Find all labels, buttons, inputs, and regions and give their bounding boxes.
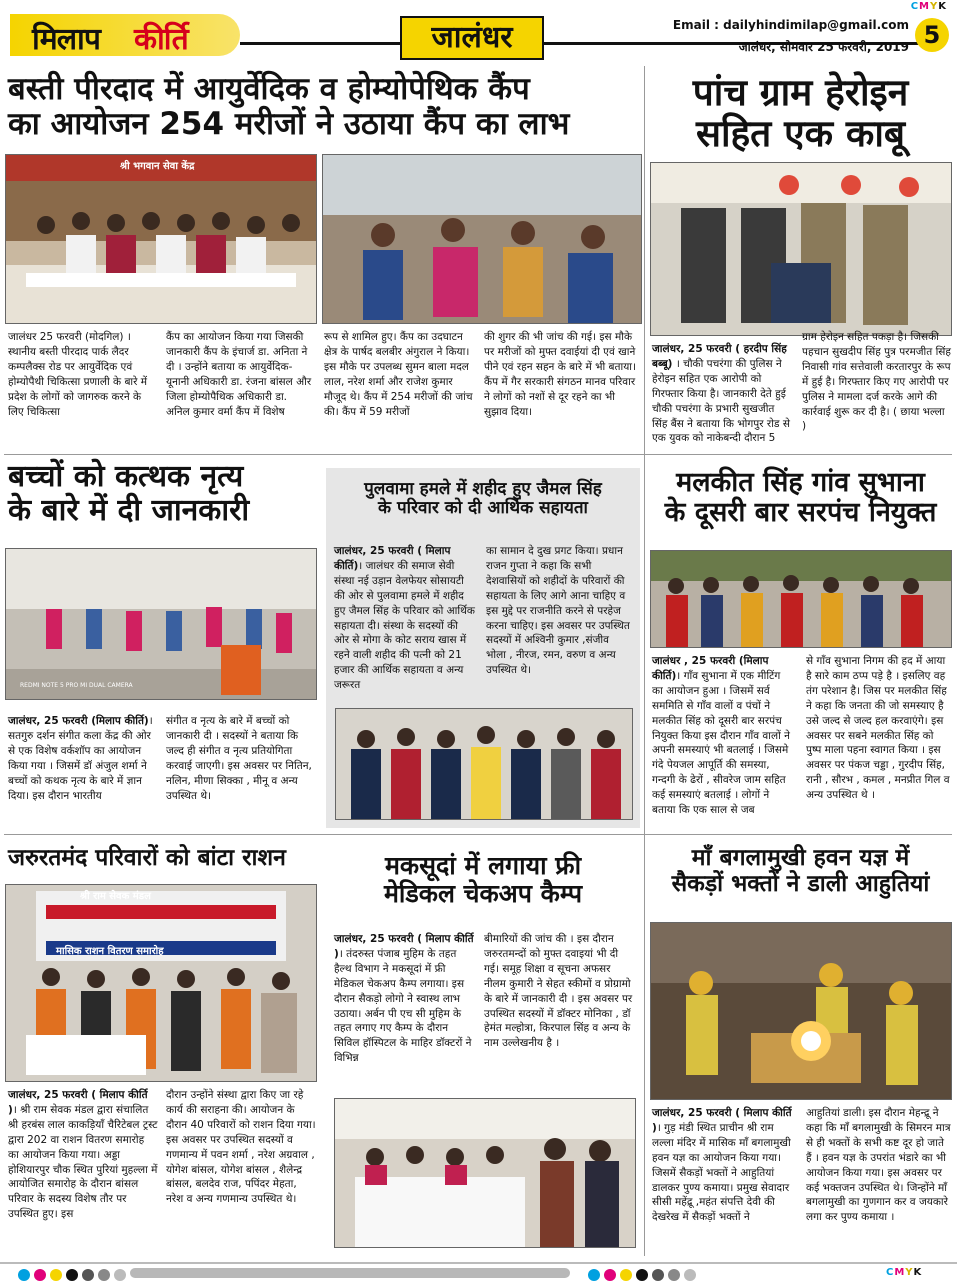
- page-number: 5: [915, 18, 949, 52]
- headline-medical: मकसूदां में लगाया फ्री मेडिकल चेकअप कैम्प: [383, 851, 583, 908]
- medical-col-1: जालंधर, 25 फरवरी ( मिलाप कीर्ति )। तंदरुस्त पंजाब मुहिम के तहत हैल्थ विभाग ने मकसूदां में फ्री मेडिकल चेकअप कैम्प लगाया। इस दौरान सैकड़ो लोगो ने स्वास्थ लाभ उठाया। अर्बन पी एच सी मुहिम के तहत लगाए गए कैम्प के दौरान सिविल हॉस्पिटल के माहिर डॉक्टरों ने विभिन्न: [334, 933, 474, 1065]
- havan-dateline: जालंधर, 25 फरवरी ( मिलाप कीर्ति ): [652, 1107, 792, 1134]
- row-separator-2: [4, 834, 952, 835]
- ration-col-1: जालंधर, 25 फरवरी ( मिलाप कीर्ति )। श्री राम सेवक मंडल द्वारा संचालित श्री हरबंस लाल काकड़ियाँ चैरिटेबल ट्रस्ट द्वारा 202 वा राशन वितरण समारोह का आयोजन किया गया। अड्डा होशियारपुर चौक स्थित पुरियां मुहल्ला में आयोजित समारोह के दौरान बांसल परिवार के सदस्य विशेष तौर पर उपस्थित हुए। इस: [8, 1089, 158, 1221]
- camp-banner: श्री भगवान सेवा केंद्र: [120, 161, 195, 172]
- color-registration-right: [588, 1266, 700, 1285]
- city-section-title: जालंधर: [400, 16, 544, 60]
- pulwama-col-1: जालंधर, 25 फरवरी ( मिलाप कीर्ति)। जालंधर की समाज सेवी संस्था नई उड़ान वेलफेयर सोसायटी की ओर से पुलवामा हमले में शहीद हुए जैमल सिंह के परिवार को आर्थिक सहायता दी। संस्था के सदस्यों की ओर से मोगा के कोट सराय खास में रहने वाली शहीद की पत्नी को 21 हजार की आर्थिक सहायता व अन्य जरूरत: [334, 545, 475, 692]
- headline-ration: जरुरतमंद परिवारों को बांटा राशन: [8, 845, 286, 871]
- masthead-logo: मिलाप कीर्ति: [10, 14, 240, 56]
- photo-kathak-children: [5, 548, 317, 700]
- photo-medical-camp: [334, 1098, 636, 1248]
- photo-heroin-police: [650, 162, 952, 336]
- headline-havan: माँ बगलामुखी हवन यज्ञ में सैकड़ों भक्तों ने डाली आहुतियां: [671, 845, 930, 897]
- photo-pulwama-members: [335, 708, 633, 820]
- kathak-col-2: संगीत व नृत्य के बारे में बच्चों को जानकारी दी । सदस्यों ने बताया कि जल्द ही संगीत व नृत्य प्रतियोगिता करवाई जाएगी। इस अवसर पर नितिन, नलिन, मीणा सिक्का , मीनू व अन्य उपस्थित थे।: [166, 715, 312, 802]
- ration-dateline: जालंधर, 25 फरवरी ( मिलाप कीर्ति ): [8, 1089, 148, 1116]
- footer-rule: [0, 1262, 957, 1264]
- camp-col-4: की शुगर की भी जांच की गई। इस मौके पर मरीजों को मुफ्त दवाईयां दी एवं खाने पीने एवं रहन सहन के बारे में भी बताया। कैंप में गैर सरकारी संगठन मानव परिवार ने लोगों को नशों से दूर रहने का भी सुझाव दिया।: [484, 331, 636, 418]
- camp-col-3: रूप से शामिल हुए। कैंप का उदघाटन क्षेत्र के पार्षद बलबीर अंगुराल ने किया। इस मौके पर उपलब्ध सुमन बाला मदल लाल, नरेश शर्मा और राजेश कुमार मौजूद थे। कैंप में 254 मरीजों की जांच की। कैंप में 59 मरीजों: [324, 331, 473, 418]
- medical-col-2: बीमारियों की जांच की । इस दौरान जरुरतमन्दों को मुफ्त दवाइयां भी दी गई। समूह शिक्षा व सूचना अफसर नीलम कुमारी ने सेहत स्कीमों व प्रोग्रामो के बारे में जानकारी दी । इस अवसर पर उपस्थित सदस्यों में डॉक्टर मोनिका , डॉ हेमंत मल्होत्रा, किरपाल सिंह व अन्य के नाम उल्लेखनीय है ।: [484, 933, 633, 1050]
- photo-ration-distribution: [5, 884, 317, 1082]
- camera-watermark: REDMI NOTE 5 PRO MI DUAL CAMERA: [20, 682, 133, 689]
- photo-sarpanch-garland: [650, 550, 952, 648]
- medical-dateline: जालंधर, 25 फरवरी ( मिलाप कीर्ति ): [334, 933, 474, 960]
- color-registration-left: [18, 1266, 130, 1285]
- sarpanch-dateline: जालंधर , 25 फरवरी (मिलाप कीर्ति): [652, 655, 769, 682]
- ration-banner-title: श्री राम सेवक मंडल: [80, 891, 151, 902]
- headline-camp: बस्ती पीरदाद में आयुर्वेदिक व होम्योपेथिक कैंप का आयोजन 254 मरीजों ने उठाया कैंप का लाभ: [8, 71, 570, 142]
- pulwama-dateline: जालंधर, 25 फरवरी ( मिलाप कीर्ति): [334, 545, 451, 572]
- headline-heroin: पांच ग्राम हेरोइन सहित एक काबू: [692, 71, 909, 156]
- heroin-col-1: जालंधर, 25 फरवरी ( हरदीप सिंह बब्बू) । चौकी पचरंगा की पुलिस ने हेरोइन सहित एक आरोपी को गिरफ्तार किया है। जानकारी देते हुई चौकी पचरंगा के प्रभारी सुखजीत सिंह बैंस ने बताया कि भोगपुर रोड से एक युवक को नाकेबन्दी दौरान 5: [652, 343, 790, 445]
- photo-camp-group: [5, 154, 317, 324]
- footer-gray-bar: [130, 1268, 570, 1278]
- kathak-col-1: जालंधर, 25 फरवरी (मिलाप कीर्ति)। सतगुरु दर्शन संगीत कला केंद्र की ओर से एक विशेष वर्कशॉप का आयोजन किया गया । जिसमें डॉ अंजुल शर्मा ने बच्चों को कथक नृत्य के बारे में ज्ञान दिया। इस दौरान भारतीय: [8, 715, 153, 802]
- pulwama-col-2: का सामान दे दुख प्रगट किया। प्रधान राजन गुप्ता ने कहा कि सभी देशवासियों को शहीदों के परिवारों की सहायता के लिए आगे आना चाहिए व इस मुद्दे पर राजनीति करने से परहेज करना चाहिए। इस अवसर पर उपस्थित सदस्यों में अश्विनी कुमार ,संजीव भोला , नीरज, रमन, वरुण व अन्य उपस्थित थे।: [486, 545, 630, 677]
- row-separator-1: [4, 454, 952, 455]
- photo-havan-ritual: [650, 922, 952, 1100]
- camp-col-1: जालंधर 25 फरवरी (मोदगिल) । स्थानीय बस्ती पीरदाद पार्क लैदर कम्पलैक्स रोड पर आयुर्वेदिक एवं होम्योपैथी चिकित्सा प्रणाली के बारे में प्रदेश के लोगों को जागरुक करने के लिए चिकित्सा: [8, 331, 148, 418]
- havan-col-1: जालंधर, 25 फरवरी ( मिलाप कीर्ति )। गुड़ मंडी स्थित प्राचीन श्री राम लल्ला मंदिर में मासिक माँ बगलामुखी हवन यज्ञ का आयोजन किया गया। जिसमें सैकड़ों भक्तों ने आहुतियां डालकर पुण्य कमाया। प्रमुख सेवादार सीसी महेंद्रू ,महंत संपत्ति देवी की देखरेख में सैकड़ों भक्तों ने: [652, 1107, 792, 1224]
- sarpanch-col-2: से गाँव सुभाना निगम की हद में आया है सारे काम ठप्प पड़े है । इसलिए वह तंग परेशान है। जिस पर मलकीत सिंह ने कहा कि जनता की जो समस्याए है उसे जल्द से जल्द हल करवाएंगे। इस अवसर पर सबने मलकीत सिंह को पुष्प माला पहना स्वागत किया । इस अवसर पर पंकज चड्डा , गुरदीप सिंह, रानी , सौरभ , कमल , मनप्रीत गिल व अन्य उपस्थित थे ।: [806, 655, 950, 802]
- havan-col-2: आहुतियां डाली। इस दौरान मेहन्द्रू ने कहा कि माँ बगलामुखी के सिमरन मात्र से ही भक्तों के सभी कष्ट दूर हो जाते हैं । हवन यज्ञ के उपरांत भंडारे का भी आयोजन किया गया। इस अवसर पर कई भक्तजन उपस्थित थे। जिन्होंने माँ बगलामुखी का गुणगान कर व जयकारे लगा कर पुण्य कमाया ।: [806, 1107, 951, 1224]
- cmyk-marker-top: CMYK: [910, 1, 947, 12]
- cmyk-marker-bottom: CMYK: [886, 1267, 923, 1278]
- kathak-dateline: जालंधर, 25 फरवरी (मिलाप कीर्ति): [8, 715, 149, 727]
- heroin-col-2: ग्राम हेरोइन सहित पकड़ा है। जिसकी पहचान सुखदीप सिंह पुत्र परमजीत सिंह निवासी गांव सत्तेवाली करतारपुर के रूप में हुई है। गिरफ्तार किए गए आरोपी पर पुलिस ने मामला दर्ज करके आगे की कार्रवाई शुरू कर दी है। ( छाया भल्ला ): [802, 331, 951, 433]
- ration-banner-subtitle: मासिक राशन वितरण समारोह: [56, 946, 164, 957]
- photo-camp-patients: [322, 154, 642, 324]
- headline-sarpanch: मलकीत सिंह गांव सुभाना के दूसरी बार सरपंच नियुक्त: [664, 467, 937, 529]
- column-separator: [644, 66, 645, 1256]
- ration-col-2: दौरान उन्होंने संस्था द्वारा किए जा रहे कार्य की सराहना की। आयोजन के दौरान 40 परिवारों को राशन दिया गया। इस अवसर पर उपस्थित सदस्यों व गणमान्य में पवन शर्मा , नरेश अग्रवाल , योगेश बांसल, योगेश बांसल , शैलेन्द्र बांसल, बलदेव राज, पपिंदर मेहता, नरेश व अन्य गणमान्य उपस्थित थे।: [166, 1089, 316, 1206]
- masthead-date: जालंधर, सोमवार 25 फरवरी, 2019: [738, 40, 909, 54]
- masthead-email: Email : dailyhindimilap@gmail.com: [672, 18, 909, 32]
- heroin-dateline: जालंधर, 25 फरवरी ( हरदीप सिंह बब्बू): [652, 343, 787, 370]
- headline-pulwama: पुलवामा हमले में शहीद हुए जैमल सिंह के परिवार को दी आर्थिक सहायता: [364, 479, 602, 519]
- sarpanch-col-1: जालंधर , 25 फरवरी (मिलाप कीर्ति)। गाँव सुभाना में एक मीटिंग का आयोजन हुआ । जिसमें सर्व सममिति से गाँव वालों व पंचों ने मलकीत सिंह को दूसरी बार सरपंच नियुक्त किया इस दौरान गाँव वालों ने अपनी समस्याएं भी बतलाई । जिसमे गंदे पेयजल आपूर्ति की समस्या, गन्दगी के ढेरों , सीवरेज जाम सहित कई समस्याएं बतलाई । लोगों ने बताया कि एक साल से जब: [652, 655, 790, 817]
- camp-col-2: कैंप का आयोजन किया गया जिसकी जानकारी कैंप के इंचार्ज डा. अनिता ने दी । उन्होंने बताया क आयुर्वेदिक-यूनानी अधिकारी डा. रंजना बांसल और जिला होम्योपैथिक अधिकारी डा. अनिल कुमार वर्मा कैंप में विशेष: [166, 331, 312, 418]
- headline-kathak: बच्चों को कत्थक नृत्य के बारे में दी जानकारी: [8, 459, 250, 528]
